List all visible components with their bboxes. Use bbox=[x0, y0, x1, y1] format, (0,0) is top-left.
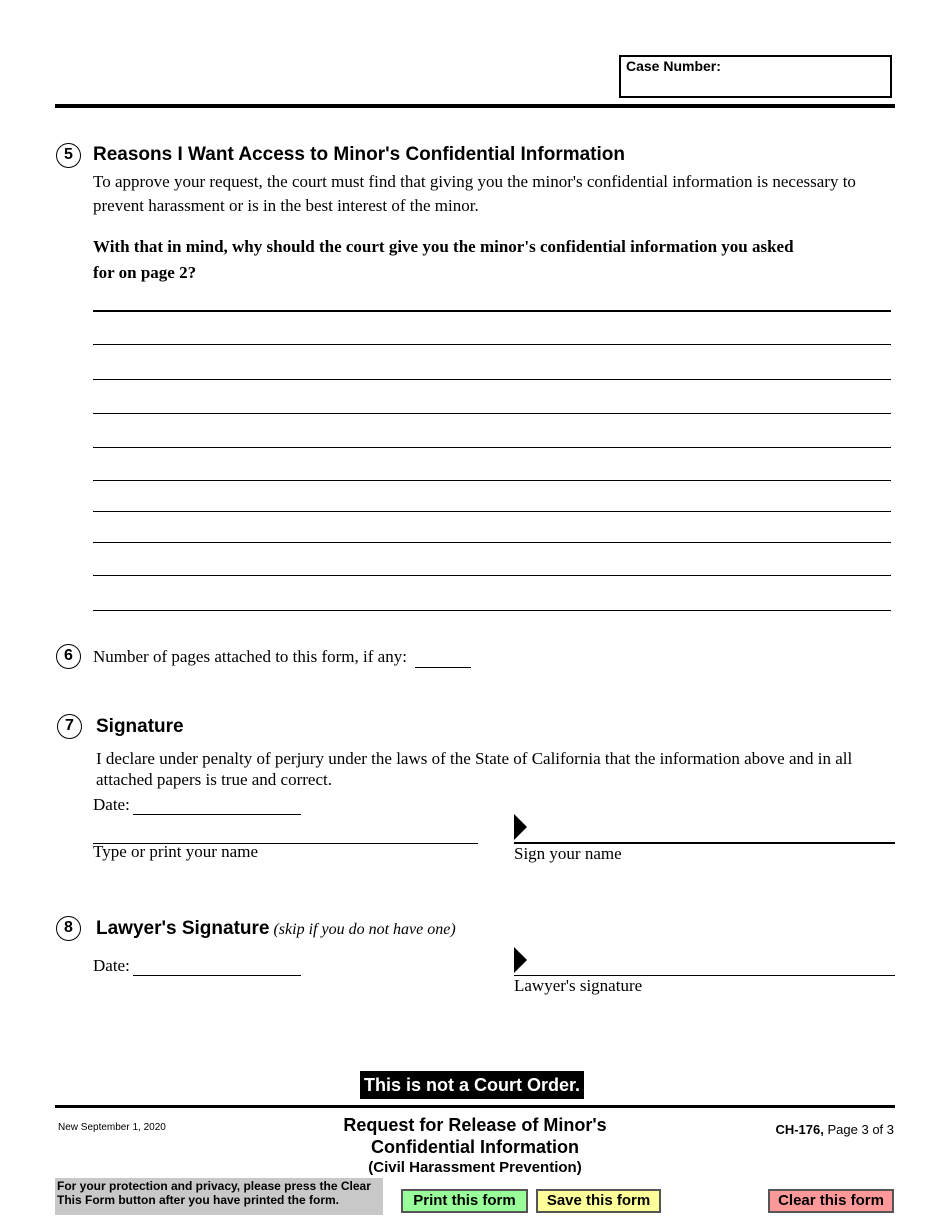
lawyer-date-field[interactable] bbox=[133, 975, 301, 976]
sign-here-arrow-icon bbox=[514, 814, 527, 840]
signature-title: Signature bbox=[96, 716, 184, 737]
lawyer-sign-here-arrow-icon bbox=[514, 947, 527, 973]
case-number-box bbox=[619, 55, 892, 98]
answer-line bbox=[93, 610, 891, 611]
privacy-note-line-1: For your protection and privacy, please press the Clear bbox=[57, 1179, 371, 1193]
lawyer-signature-subtitle: (skip if you do not have one) bbox=[273, 921, 456, 938]
section-5-intro-line-2: prevent harassment or is in the best interest of the minor. bbox=[93, 196, 479, 215]
form-id-page bbox=[775, 1122, 894, 1137]
item-number-6: 6 bbox=[56, 644, 81, 669]
date-label: Date: bbox=[93, 795, 130, 814]
form-id: CH-176, bbox=[775, 1122, 824, 1137]
clear-form-button[interactable]: Clear this form bbox=[768, 1189, 894, 1213]
answer-line bbox=[93, 511, 891, 512]
form-title bbox=[300, 1114, 650, 1158]
answer-line bbox=[93, 480, 891, 481]
lawyer-date-label: Date: bbox=[93, 956, 130, 975]
lawyer-signature-caption: Lawyer's signature bbox=[514, 976, 643, 995]
item-number-8: 8 bbox=[56, 916, 81, 941]
attached-pages-field[interactable] bbox=[415, 667, 471, 668]
declaration-line-2: attached papers is true and correct. bbox=[96, 770, 332, 789]
date-field[interactable] bbox=[133, 814, 301, 815]
lawyer-signature-title: Lawyer's Signature bbox=[96, 918, 270, 939]
not-court-order-notice: This is not a Court Order. bbox=[360, 1071, 584, 1099]
answer-line bbox=[93, 413, 891, 414]
privacy-note-line-2: This Form button after you have printed the form. bbox=[57, 1193, 340, 1207]
section-5-title: Reasons I Want Access to Minor's Confidential Information bbox=[93, 144, 625, 165]
section-5-intro-line-1: To approve your request, the court must find that giving you the minor's confidential information is necessary to bbox=[93, 172, 856, 191]
answer-line bbox=[93, 447, 891, 448]
attached-pages-label: Number of pages attached to this form, if any: bbox=[93, 647, 407, 666]
answer-line bbox=[93, 575, 891, 576]
signature-caption: Sign your name bbox=[514, 844, 622, 863]
save-form-button[interactable]: Save this form bbox=[536, 1189, 661, 1213]
print-form-button[interactable]: Print this form bbox=[401, 1189, 528, 1213]
declaration-line-1: I declare under penalty of perjury under the laws of the State of California that the information above and in all bbox=[96, 749, 853, 768]
form-subtitle: (Civil Harassment Prevention) bbox=[368, 1159, 582, 1176]
revision-date: New September 1, 2020 bbox=[58, 1122, 166, 1133]
footer-rule bbox=[55, 1105, 895, 1108]
page-info: Page 3 of 3 bbox=[827, 1122, 894, 1137]
answer-line bbox=[93, 310, 891, 312]
lawyer-signature-heading bbox=[96, 918, 456, 940]
case-number-label: Case Number: bbox=[626, 58, 721, 74]
section-5-question-line-1: With that in mind, why should the court give you the minor's confidential information you asked bbox=[93, 237, 794, 256]
header-rule bbox=[55, 104, 895, 108]
case-number-input[interactable] bbox=[625, 77, 891, 97]
answer-line bbox=[93, 344, 891, 345]
item-number-5: 5 bbox=[56, 143, 81, 168]
form-title-line-1: Request for Release of Minor's bbox=[343, 1115, 607, 1135]
section-5-question-line-2: for on page 2? bbox=[93, 263, 197, 282]
answer-line bbox=[93, 379, 891, 380]
printed-name-caption: Type or print your name bbox=[93, 842, 258, 861]
privacy-note bbox=[55, 1178, 383, 1215]
item-number-7: 7 bbox=[57, 714, 82, 739]
answer-line bbox=[93, 542, 891, 543]
form-title-line-2: Confidential Information bbox=[371, 1137, 579, 1157]
